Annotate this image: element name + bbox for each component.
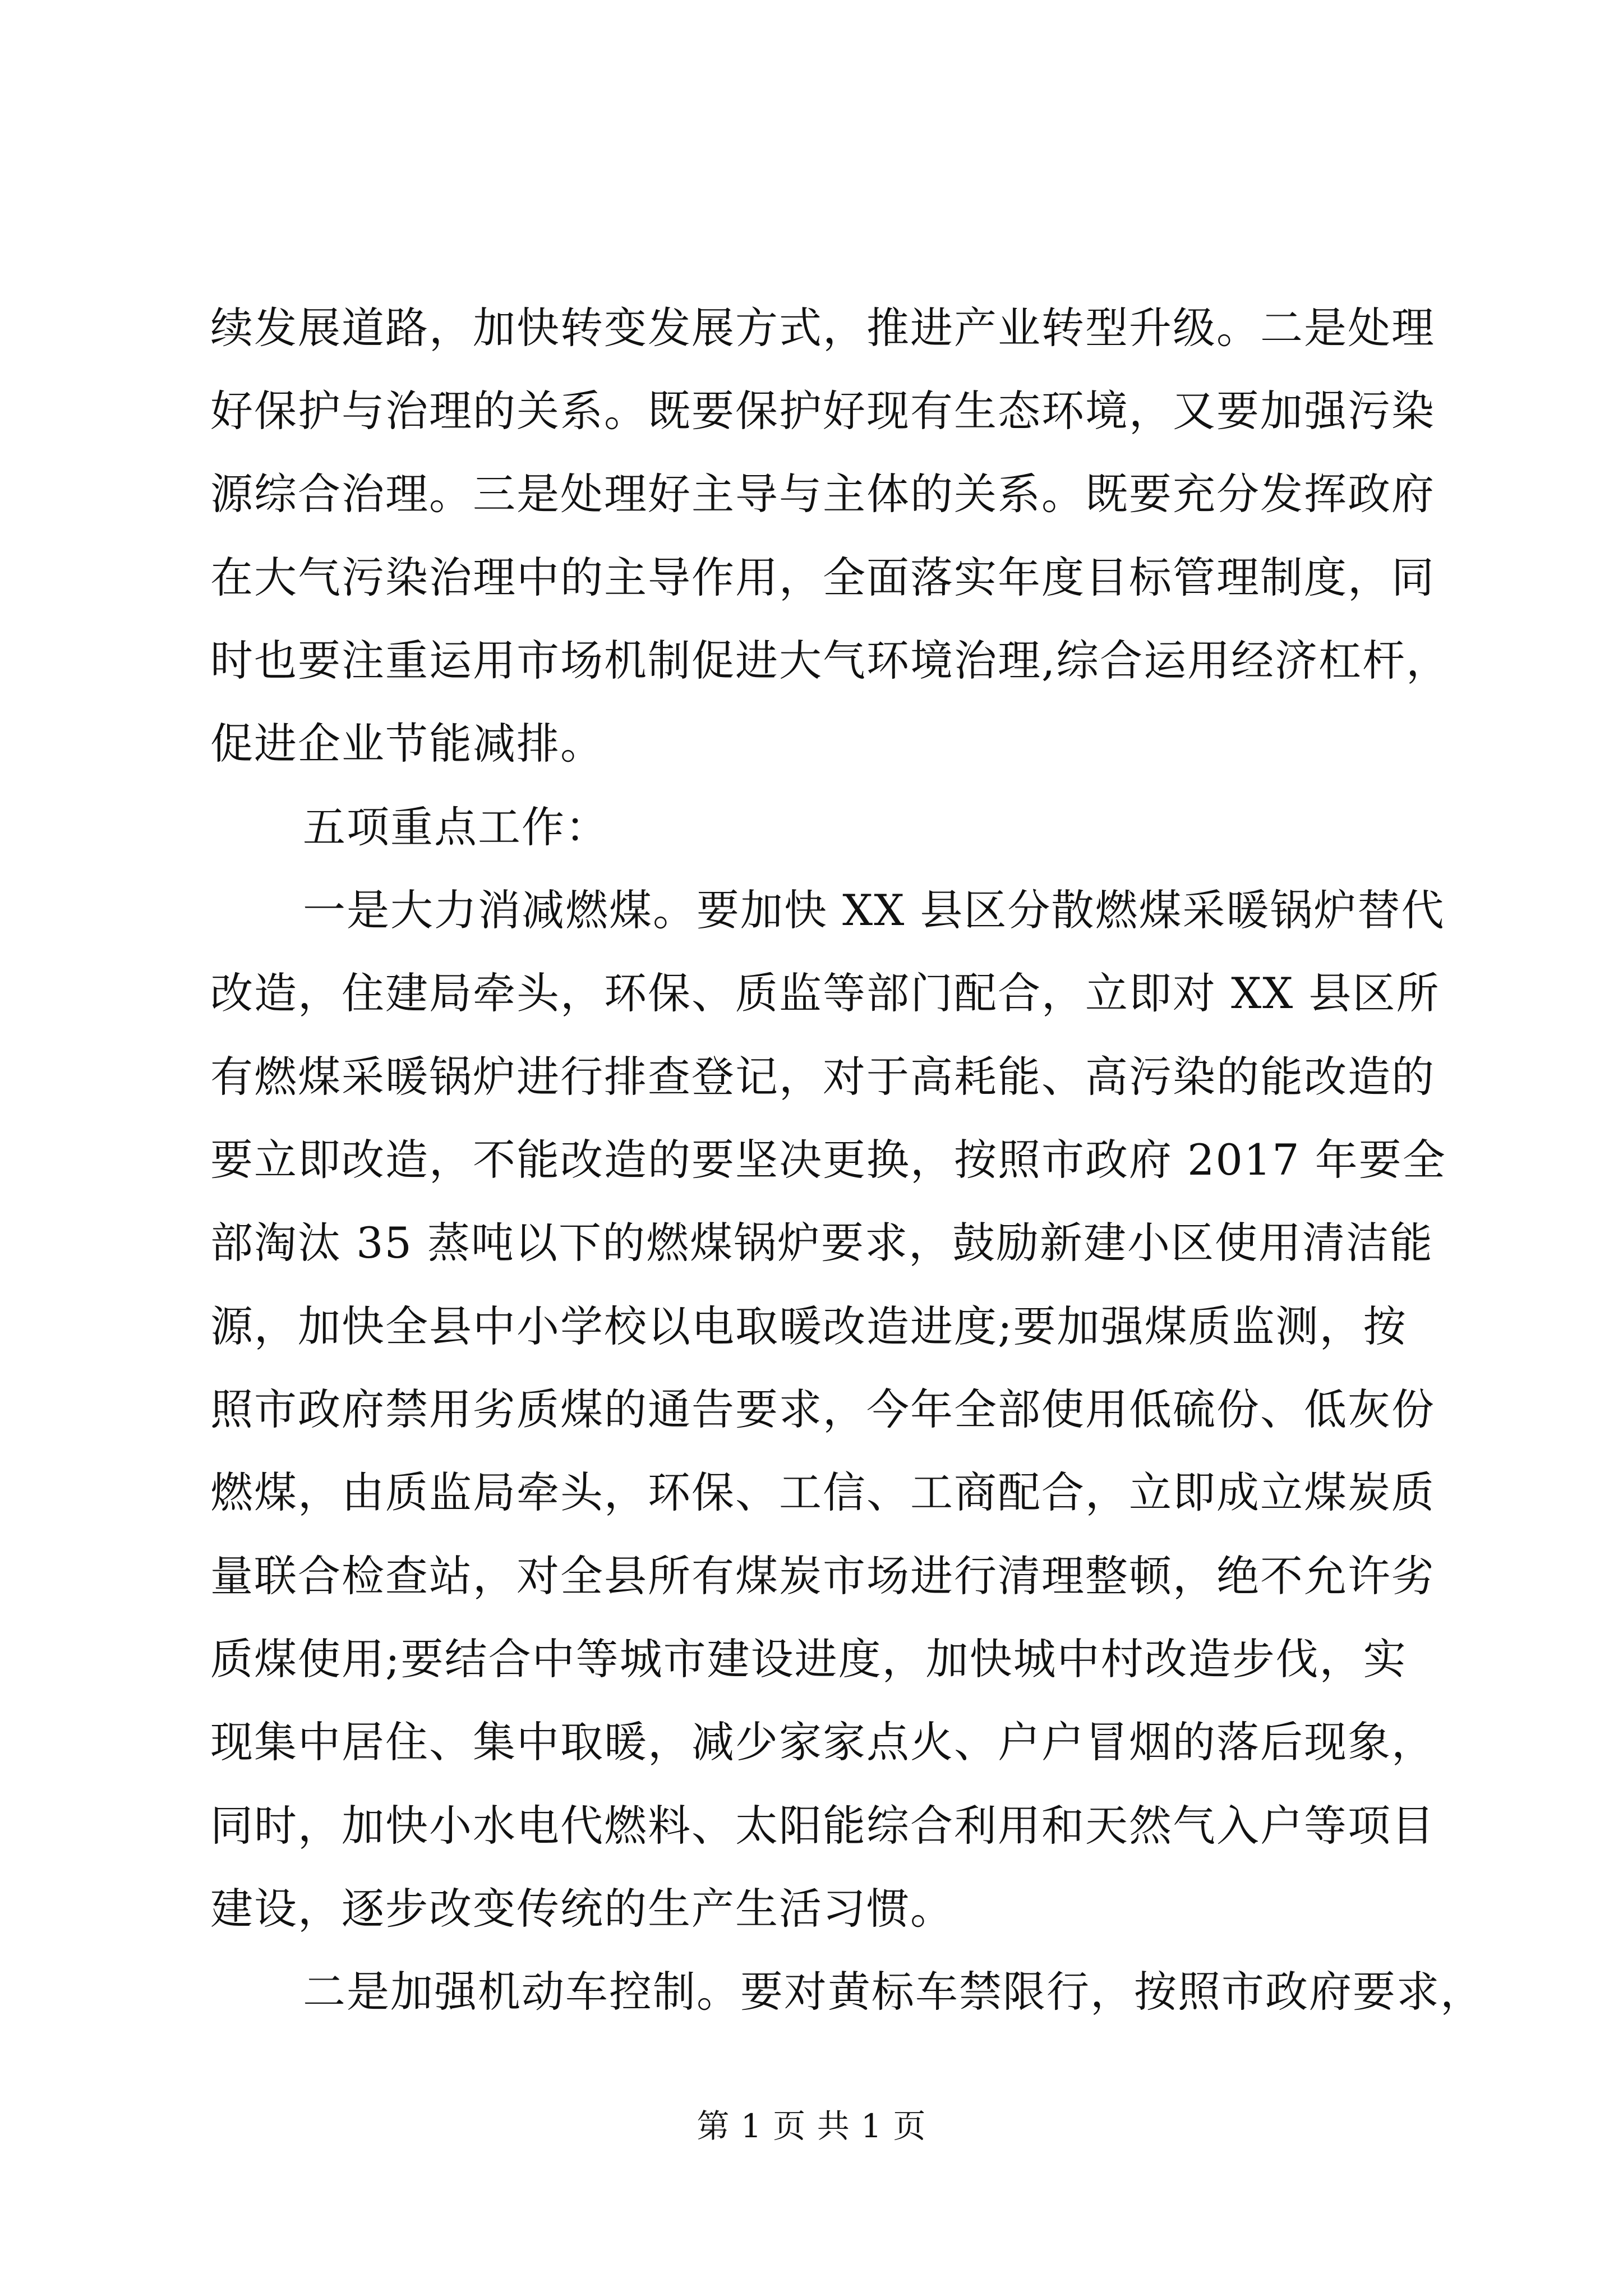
text-line: 续发展道路，加快转变发展方式，推进产业转型升级。二是处理 bbox=[210, 303, 1435, 353]
text-line: 好保护与治理的关系。既要保护好现有生态环境，又要加强污染 bbox=[210, 386, 1435, 436]
paragraph-start-line: 一是大力消减燃煤。要加快 XX 县区分散燃煤采暖锅炉替代 bbox=[303, 885, 1445, 935]
section-heading: 五项重点工作： bbox=[303, 802, 609, 852]
text-line: 时也要注重运用市场机制促进大气环境治理,综合运用经济杠杆， bbox=[210, 636, 1450, 685]
text-line: 有燃煤采暖锅炉进行排查登记，对于高耗能、高污染的能改造的 bbox=[210, 1052, 1435, 1102]
text-line: 同时，加快小水电代燃料、太阳能综合利用和天然气入户等项目 bbox=[210, 1801, 1435, 1851]
text-line: 改造，住建局牵头，环保、质监等部门配合，立即对 XX 县区所 bbox=[210, 968, 1440, 1018]
text-line: 在大气污染治理中的主导作用，全面落实年度目标管理制度，同 bbox=[210, 553, 1435, 602]
page-footer: 第 1 页 共 1 页 bbox=[697, 2107, 926, 2145]
paragraph-start-line: 二是加强机动车控制。要对黄标车禁限行，按照市政府要求， bbox=[303, 1967, 1484, 2017]
text-line: 要立即改造，不能改造的要坚决更换，按照市政府 2017 年要全 bbox=[210, 1135, 1446, 1185]
text-line: 源，加快全县中小学校以电取暖改造进度;要加强煤质监测，按 bbox=[210, 1301, 1407, 1351]
text-line: 现集中居住、集中取暖，减少家家点火、户户冒烟的落后现象， bbox=[210, 1717, 1435, 1767]
text-line: 部淘汰 35 蒸吨以下的燃煤锅炉要求，鼓励新建小区使用清洁能 bbox=[210, 1218, 1434, 1268]
text-line: 促进企业节能减排。 bbox=[210, 719, 604, 769]
text-line: 量联合检查站，对全县所有煤炭市场进行清理整顿，绝不允许劣 bbox=[210, 1551, 1435, 1601]
text-line: 质煤使用;要结合中等城市建设进度，加快城中村改造步伐，实 bbox=[210, 1634, 1407, 1684]
text-line: 源综合治理。三是处理好主导与主体的关系。既要充分发挥政府 bbox=[210, 469, 1435, 519]
text-line: 建设，逐步改变传统的生产生活习惯。 bbox=[210, 1884, 954, 1934]
text-line: 照市政府禁用劣质煤的通告要求，今年全部使用低硫份、低灰份 bbox=[210, 1384, 1435, 1434]
text-line: 燃煤，由质监局牵头，环保、工信、工商配合，立即成立煤炭质 bbox=[210, 1467, 1435, 1517]
